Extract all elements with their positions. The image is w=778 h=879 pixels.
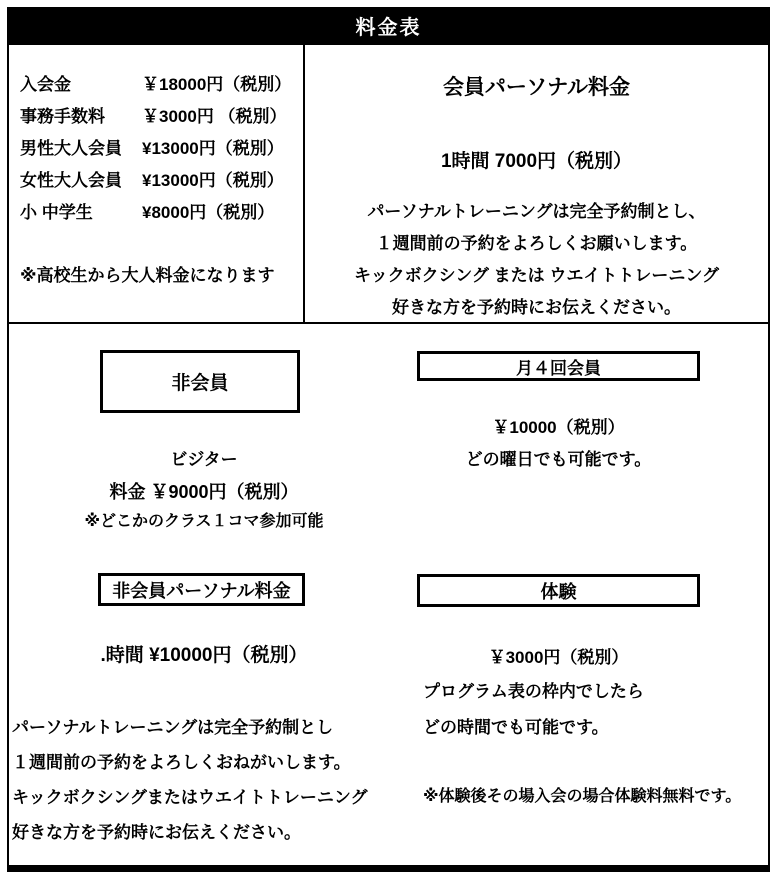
bottom-section	[7, 324, 770, 872]
note-line: 好きな方を予約時にお伝えください。	[392, 298, 681, 317]
trial-note-line: どの時間でも可能です。	[423, 718, 609, 737]
non-member-box-title: 非会員	[100, 350, 300, 413]
member-personal-notes	[305, 196, 768, 324]
highschool-note: ※高校生から大人料金になります	[20, 266, 275, 285]
fee-row	[20, 197, 299, 229]
fee-row	[20, 69, 299, 101]
trial-free-note: ※体験後その場入会の場合体験料無料です。	[423, 788, 742, 805]
member-personal-panel	[305, 45, 768, 322]
note-line: キックボクシング または ウエイトトレーニング	[353, 266, 719, 285]
fee-label: 小 中学生	[20, 203, 93, 222]
visitor-label: ビジター	[170, 450, 238, 469]
monthly-four-note: どの曜日でも可能です。	[465, 450, 652, 469]
monthly-four-price: ￥10000（税別）	[492, 418, 625, 437]
note-line: 好きな方を予約時にお伝えください。	[12, 823, 301, 842]
fee-price: ¥13000円（税別）	[142, 139, 284, 158]
fee-row	[20, 101, 299, 133]
fee-label: 事務手数料	[20, 107, 105, 126]
trial-price: ￥3000円（税別）	[488, 648, 629, 667]
trial-box-title: 体験	[417, 574, 700, 607]
non-member-personal-box-title: 非会員パーソナル料金	[98, 573, 305, 606]
note-line: １週間前の予約をよろしくおねがいします。	[12, 753, 351, 772]
fee-price: ¥8000円（税別）	[142, 203, 275, 222]
non-member-personal-price: .時間 ¥10000円（税別）	[100, 645, 308, 666]
fee-label: 入会金	[20, 75, 71, 94]
fee-row	[20, 133, 299, 165]
note-line: キックボクシングまたはウエイトトレーニング	[12, 788, 368, 807]
member-personal-title: 会員パーソナル料金	[442, 76, 631, 99]
fee-row	[20, 165, 299, 197]
page-title-text: 料金表	[355, 16, 422, 39]
fee-label: 女性大人会員	[20, 171, 122, 190]
visitor-price: 料金 ￥9000円（税別）	[109, 482, 299, 502]
note-line: パーソナルトレーニングは完全予約制とし	[12, 718, 334, 737]
page-title	[7, 7, 770, 43]
fee-price: ￥3000円 （税別）	[142, 107, 287, 126]
member-personal-price: 1時間 7000円（税別）	[440, 151, 633, 172]
fee-label: 男性大人会員	[20, 139, 122, 158]
membership-fees-panel	[9, 45, 305, 322]
fee-price: ￥18000円（税別）	[142, 75, 292, 94]
note-line: １週間前の予約をよろしくお願いします。	[375, 234, 698, 253]
trial-note-line: プログラム表の枠内でしたら	[423, 682, 644, 701]
top-section	[7, 43, 770, 324]
visitor-note: ※どこかのクラス１コマ参加可能	[84, 513, 324, 530]
note-line: パーソナルトレーニングは完全予約制とし、	[367, 202, 706, 221]
fee-price: ¥13000円（税別）	[142, 171, 284, 190]
monthly-four-box-title: 月４回会員	[417, 351, 700, 381]
non-member-personal-notes	[12, 710, 368, 850]
